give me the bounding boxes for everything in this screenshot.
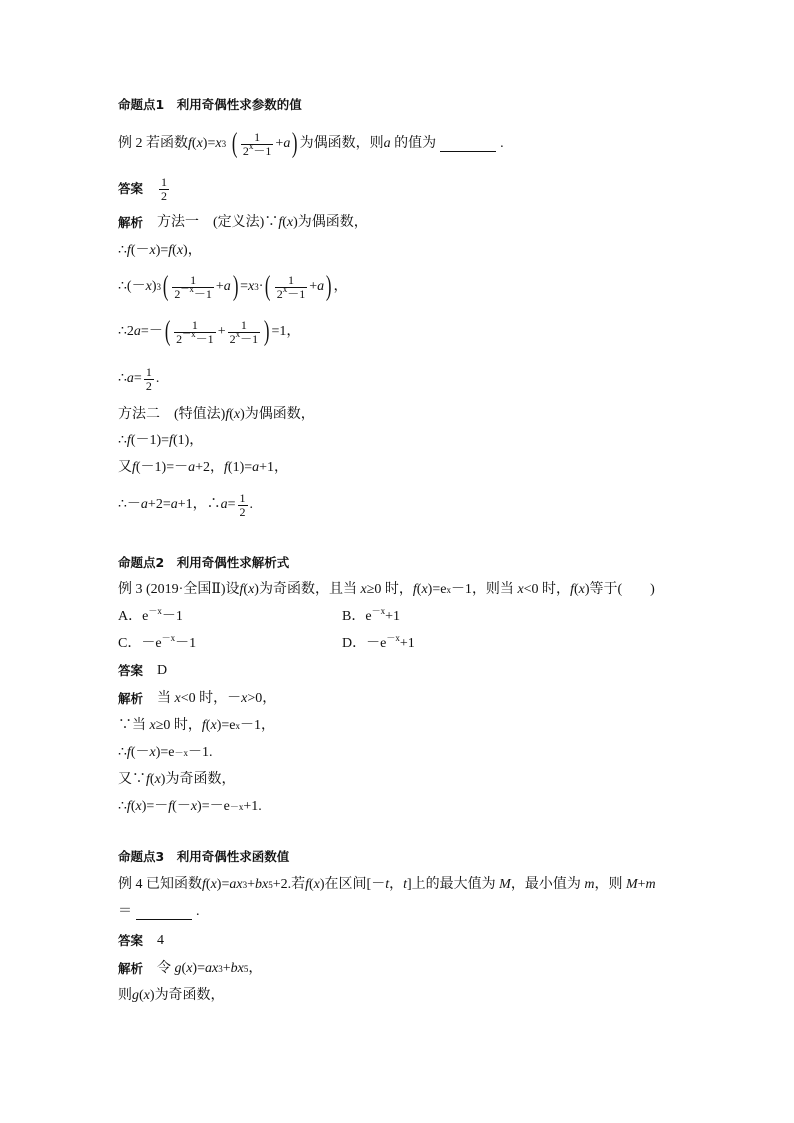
example-3-answer (118, 658, 167, 684)
text: ∴ (118, 324, 127, 339)
answer-label: 答案 (118, 663, 144, 678)
text: 方法二 (特值法) (118, 407, 226, 422)
text: ＝ (118, 904, 132, 919)
text: >0， (247, 691, 277, 706)
text: ∴ (118, 243, 127, 258)
section-3-title: 命题点3 利用奇偶性求函数值 (118, 849, 290, 864)
text: C．－e (118, 636, 162, 651)
text: D．－e (342, 636, 387, 651)
text: . (500, 136, 504, 151)
example-2-method-2: 方法二 (特值法) f ( x ) 为偶函数， (118, 402, 315, 428)
example-label: 例 4 (118, 877, 143, 892)
text: 则 (118, 988, 132, 1003)
text: 当 (157, 691, 172, 706)
text: <0 时， (523, 582, 571, 597)
example-3-analysis-1: 解析 当 x <0 时，－ x >0， (118, 686, 276, 712)
text: ≥0 时， (155, 718, 202, 733)
example-4-analysis-1: 解析 令 g ( x )= ax 3 + bx 5 ， (118, 956, 262, 982)
example-4-stem: 例 4 已知函数 f ( x )= ax 3 + bx 5 +2. 若 f ( x ) 在区间[－ t ， t ]上的最大值为 M ，最小值为 m ，则 M + m (118, 872, 656, 898)
example-2-line-9: ∴－ a +2= a +1，∴ a = $\frac{1}{2}$ . (118, 490, 254, 519)
option-a[interactable]: A．$e^{-x}-1$ (118, 606, 183, 624)
text: <0 时，－ (180, 691, 242, 706)
example-3-line-3: ∴ f (－ x )=e －x －1. (118, 740, 213, 766)
text: 令 (157, 961, 172, 976)
text: ∴ (118, 799, 127, 814)
option-c[interactable]: C．$-e^{-x}-1$ (118, 633, 197, 651)
frac-num: 1 (161, 174, 168, 189)
text: ∴ (118, 433, 127, 448)
analysis-label: 解析 (118, 961, 144, 976)
example-2-answer (118, 172, 171, 206)
example-2-line-8: 又 f (－1)=－ a +2， f (1)= a +1， (118, 455, 288, 481)
text: B．e (342, 609, 372, 624)
text: 为偶函数，则 (299, 136, 384, 151)
example-2-stem: 例 2 若函数 f ( x )= x 3 ( $\frac{1}{2^x-1}$ + a ) 为偶函数，则 a 的值为 . (118, 128, 504, 159)
option-d[interactable]: D．$-e^{-x}+1$ (342, 633, 415, 651)
text: ∴ (118, 371, 127, 386)
example-2-line-3: ∴ (－ x ) 3 ( $\frac{1}{2^{-x}-1}$ + a ) = x 3 · ( $\frac{1}{2^x-1}$ + a ) ， (118, 271, 348, 302)
example-label: 例 3 (118, 582, 143, 597)
text: ∵当 (118, 718, 146, 733)
section-2-title: 命题点2 利用奇偶性求解析式 (118, 555, 290, 570)
section-1-title: 命题点1 利用奇偶性求参数的值 (118, 97, 302, 112)
text: 为奇函数， (154, 988, 225, 1003)
text: ≥0 时， (366, 582, 413, 597)
text: (2019·全国Ⅱ)设 (146, 582, 240, 597)
text: ，最小值为 (510, 877, 581, 892)
frac-den: 2 (161, 188, 168, 203)
text: 为奇函数，且当 (258, 582, 357, 597)
text: 已知函数 (146, 877, 202, 892)
example-4-stem-2 (118, 899, 200, 925)
example-2-analysis-1: 解析 方法一 (定义法)∵ f ( x ) 为偶函数， (118, 210, 368, 236)
text: ，则 (594, 877, 623, 892)
text: . (196, 904, 200, 919)
example-4-line-2: 则 g ( x ) 为奇函数， (118, 983, 225, 1009)
analysis-label: 解析 (118, 215, 144, 230)
text: 又∵ (118, 772, 146, 787)
answer-blank (136, 905, 192, 920)
text: 若 (291, 877, 306, 892)
example-3-stem: 例 3 (2019·全国Ⅱ)设 f ( x ) 为奇函数，且当 x ≥0 时， f ( x )=e x －1 ，则当 x <0 时， f ( x ) 等于( ) (118, 577, 655, 603)
example-4-answer (118, 928, 164, 954)
text: 等于( ) (589, 582, 655, 597)
text: 在区间[－ (324, 877, 386, 892)
text: 为偶函数， (244, 407, 315, 422)
text: ∴ (118, 279, 127, 294)
example-2-line-4: ∴ 2 a =－ ( $\frac{1}{2^{-x}-1}$ + $\frac{1}{2^x-1}$ ) =1， (118, 316, 301, 347)
answer-value: D (157, 663, 168, 678)
example-3-line-4: 又∵ f ( x ) 为奇函数， (118, 767, 235, 793)
answer-label: 答案 (118, 933, 144, 948)
analysis-label: 解析 (118, 691, 144, 706)
text: ∴ (118, 745, 127, 760)
example-3-line-5: ∴ f ( x )=－ f (－ x )=－e －x +1. (118, 794, 262, 820)
text: 若函数 (146, 136, 188, 151)
example-label: 例 2 (118, 136, 143, 151)
text: 为奇函数， (165, 772, 236, 787)
option-b[interactable]: B．$e^{-x}+1$ (342, 606, 400, 624)
text: ，则当 (471, 582, 514, 597)
text: 的值为 (394, 136, 437, 151)
text: 又 (118, 460, 132, 475)
example-2-line-7: ∴ f (－1)= f (1)， (118, 428, 203, 454)
example-2-line-2: ∴ f (－ x )= f ( x )， (118, 238, 202, 264)
text: 为偶函数， (297, 215, 368, 230)
text: ]上的最大值为 (407, 877, 496, 892)
answer-value: 4 (157, 933, 165, 948)
answer-blank (440, 137, 496, 152)
text: A．e (118, 609, 149, 624)
example-3-line-2: ∵当 x ≥0 时， f ( x )=e x －1， (118, 713, 275, 739)
text: 方法一 (定义法)∵ (157, 215, 279, 230)
example-2-line-5: ∴ a = $\frac{1}{2}$ . (118, 364, 160, 393)
answer-label: 答案 (118, 181, 144, 196)
